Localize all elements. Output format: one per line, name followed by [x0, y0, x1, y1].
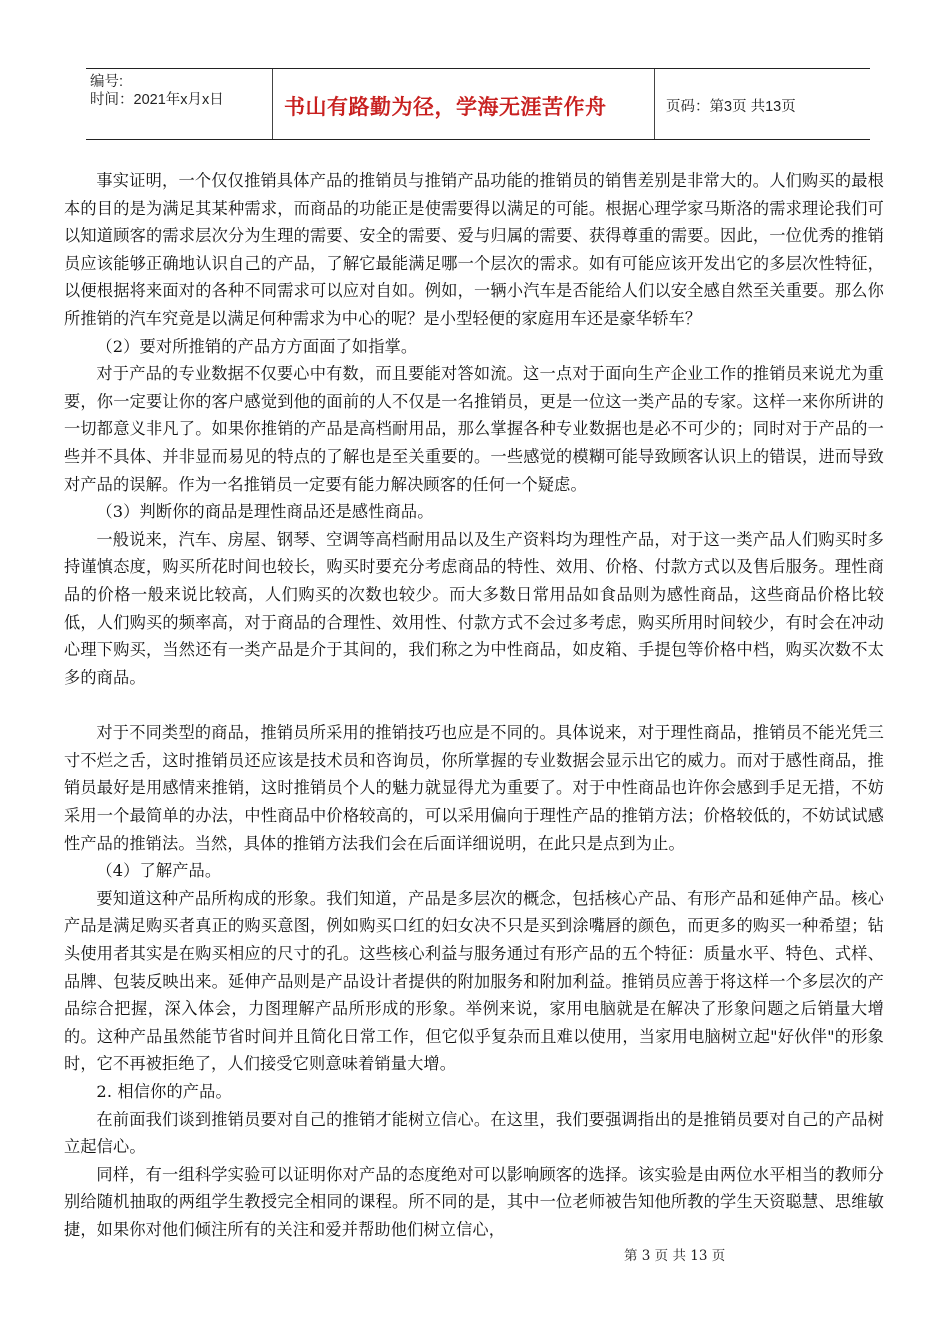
paragraph: 一般说来，汽车、房屋、钢琴、空调等高档耐用品以及生产资料均为理性产品，对于这一类产品人们购买时多持谨慎态度，购买所花时间也较长，购买时要充分考虑商品的特性、效用、价格、付款方式以及售后服务。理性商品的价格一般来说比较高，人们购买的次数也较少。而大多数日常用品如食品则为感性商品，这些商品价格比较低，人们购买的频率高，对于商品的合理性、效用性、付款方式不会过多考虑，购买所用时间较少，有时会在冲动心理下购买，当然还有一类产品是介于其间的，我们称之为中性商品，如皮箱、手提包等价格中档，购买次数不太多的商品。: [64, 529, 884, 687]
page-header: [86, 68, 870, 140]
paragraph: 对于产品的专业数据不仅要心中有数，而且要能对答如流。这一点对于面向生产企业工作的推销员来说尤为重要，你一定要让你的客户感觉到他的面前的人不仅是一名推销员，更是一位这一类产品的专家。这样一来你所讲的一切都意义非凡了。如果你推销的产品是高档耐用品，那么掌握各种专业数据也是必不可少的；同时对于产品的一些并不具体、并非显而易见的特点的了解也是至关重要的。一些感觉的模糊可能导致顾客认识上的错误，进而导致对产品的误解。作为一名推销员一定要有能力解决顾客的任何一个疑虑。: [64, 364, 884, 494]
header-page-info: 页码：第3页 共13页: [666, 99, 796, 115]
paragraph: （3）判断你的商品是理性商品还是感性商品。: [96, 502, 434, 522]
document-number-label: 编号:: [90, 74, 124, 90]
document-time-label: 时间：2021年x月x日: [90, 92, 224, 108]
paragraph: 对于不同类型的商品，推销员所采用的推销技巧也应是不同的。具体说来，对于理性商品，推销员不能光凭三寸不烂之舌，这时推销员还应该是技术员和咨询员，你所掌握的专业数据会显示出它的威力。而对于感性商品，推销员最好是用感情来推销，这时推销员个人的魅力就显得尤为重要了。对于中性商品也许你会感到手足无措，不妨采用一个最简单的办法，中性商品中价格较高的，可以采用偏向于理性产品的推销方法；价格较低的，不妨试试感性产品的推销法。当然，具体的推销方法我们会在后面详细说明，在此只是点到为止。: [64, 723, 884, 853]
paragraph: （4）了解产品。: [96, 861, 222, 881]
paragraph: 事实证明，一个仅仅推销具体产品的推销员与推销产品功能的推销员的销售差别是非常大的。人们购买的最根本的目的是为满足其某种需求，而商品的功能正是使需要得以满足的可能。根据心理学家马斯洛的需求理论我们可以知道顾客的需求层次分为生理的需要、安全的需要、爱与归属的需要、获得尊重的需要。因此，一位优秀的推销员应该能够正确地认识自己的产品，了解它最能满足哪一个层次的需求。如有可能应该开发出它的多层次性特征，以便根据将来面对的各种不同需求可以应对自如。例如，一辆小汽车是否能给人们以安全感自然至关重要。那么你所推销的汽车究竟是以满足何种需求为中心的呢？是小型轻便的家庭用车还是豪华轿车？: [64, 171, 884, 328]
page-footer: 第 3 页 共 13 页: [624, 1248, 726, 1264]
paragraph: 同样，有一组科学实验可以证明你对产品的态度绝对可以影响顾客的选择。该实验是由两位水平相当的教师分别给随机抽取的两组学生教授完全相同的课程。所不同的是，其中一位老师被告知他所教的学生天资聪慧、思维敏捷，如果你对他们倾注所有的关注和爱并帮助他们树立信心，: [64, 1164, 884, 1239]
document-body: [64, 167, 884, 1244]
header-meta: [90, 73, 224, 109]
paragraph: 要知道这种产品所构成的形象。我们知道，产品是多层次的概念，包括核心产品、有形产品和延伸产品。核心产品是满足购买者真正的购买意图，例如购买口红的妇女决不只是买到涂嘴唇的颜色，而更多的购买一种希望；钻头使用者其实是在购买相应的尺寸的孔。这些核心利益与服务通过有形产品的五个特征：质量水平、特色、式样、品牌、包装反映出来。延伸产品则是产品设计者提供的附加服务和附加利益。推销员应善于将这样一个多层次的产品综合把握，深入体会，力图理解产品所形成的形象。举例来说，家用电脑就是在解决了形象问题之后销量大增的。这种产品虽然能节省时间并且简化日常工作，但它似乎复杂而且难以使用，当家用电脑树立起"好伙伴"的形象时，它不再被拒绝了，人们接受它则意味着销量大增。: [64, 888, 884, 1074]
paragraph: （2）要对所推销的产品方方面面了如指掌。: [96, 336, 418, 356]
header-divider-left: [272, 69, 273, 139]
header-divider-right: [654, 69, 655, 139]
header-motto: 书山有路勤为径，学海无涯苦作舟: [284, 95, 607, 119]
paragraph: 2. 相信你的产品。: [96, 1082, 232, 1101]
paragraph: 在前面我们谈到推销员要对自己的推销才能树立信心。在这里，我们要强调指出的是推销员要对自己的产品树立起信心。: [64, 1109, 884, 1157]
